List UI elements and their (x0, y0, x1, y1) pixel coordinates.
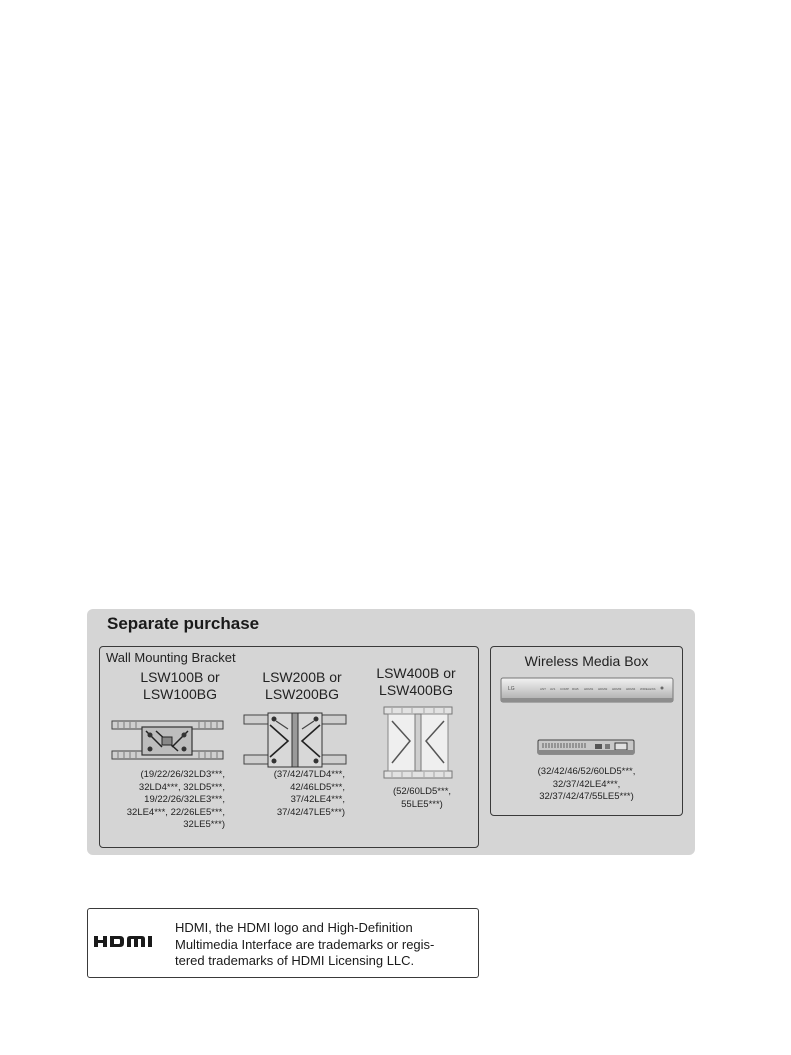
svg-text:RGB: RGB (572, 687, 579, 691)
hdmi-trademark-text: HDMI, the HDMI logo and High-Definition Multimedia Interface are trademarks or regis- tered trademarks of HDMI Licensing LLC. (175, 920, 435, 968)
lsw400-bracket-image (382, 705, 454, 781)
svg-text:HDMI3: HDMI3 (612, 687, 622, 691)
wall-mounting-bracket-title: Wall Mounting Bracket (106, 650, 236, 665)
svg-text:HDMI2: HDMI2 (598, 687, 608, 691)
product-lsw200-compat: (37/42/47LD4***, 42/46LD5***, 37/42LE4***, 37/42/47LE5***) (273, 769, 345, 818)
svg-text:COMP: COMP (560, 687, 569, 691)
separate-purchase-panel (87, 609, 695, 855)
svg-text:WIRELESS: WIRELESS (640, 687, 656, 691)
svg-text:HDMI4: HDMI4 (626, 687, 636, 691)
product-lsw100-compat: (19/22/26/32LD3***, 32LD4***, 32LD5***, 19/22/26/32LE3***, 32LE4***, 22/26LE5***, 32LE5***) (126, 769, 225, 830)
wireless-media-box-front-image (500, 676, 674, 706)
product-lsw100-model: LSW100B or LSW100BG (140, 669, 220, 702)
wireless-media-box-panel (490, 646, 683, 816)
hdmi-logo-icon (93, 932, 159, 950)
svg-text:AV1: AV1 (550, 687, 556, 691)
wireless-media-box-rear-image (537, 739, 635, 755)
product-lsw400-model: LSW400B or LSW400BG (376, 665, 456, 698)
hdmi-trademark-notice (87, 908, 479, 978)
svg-text:LG: LG (508, 686, 515, 692)
section-title: Separate purchase (107, 614, 260, 633)
product-lsw200-model: LSW200B or LSW200BG (262, 669, 342, 702)
wall-mounting-bracket-box (99, 646, 479, 848)
wireless-media-box-title: Wireless Media Box (524, 653, 649, 669)
lsw200-bracket-image (242, 711, 348, 769)
product-lsw400-compat: (52/60LD5***, 55LE5***) (392, 786, 452, 810)
lsw100-bracket-image (110, 717, 225, 765)
wireless-media-box-compat: (32/42/46/52/60LD5***, 32/37/42LE4***, 32/37/42/47/55LE5***) (537, 766, 636, 802)
svg-text:ANT: ANT (540, 687, 546, 691)
svg-text:HDMI1: HDMI1 (584, 687, 594, 691)
